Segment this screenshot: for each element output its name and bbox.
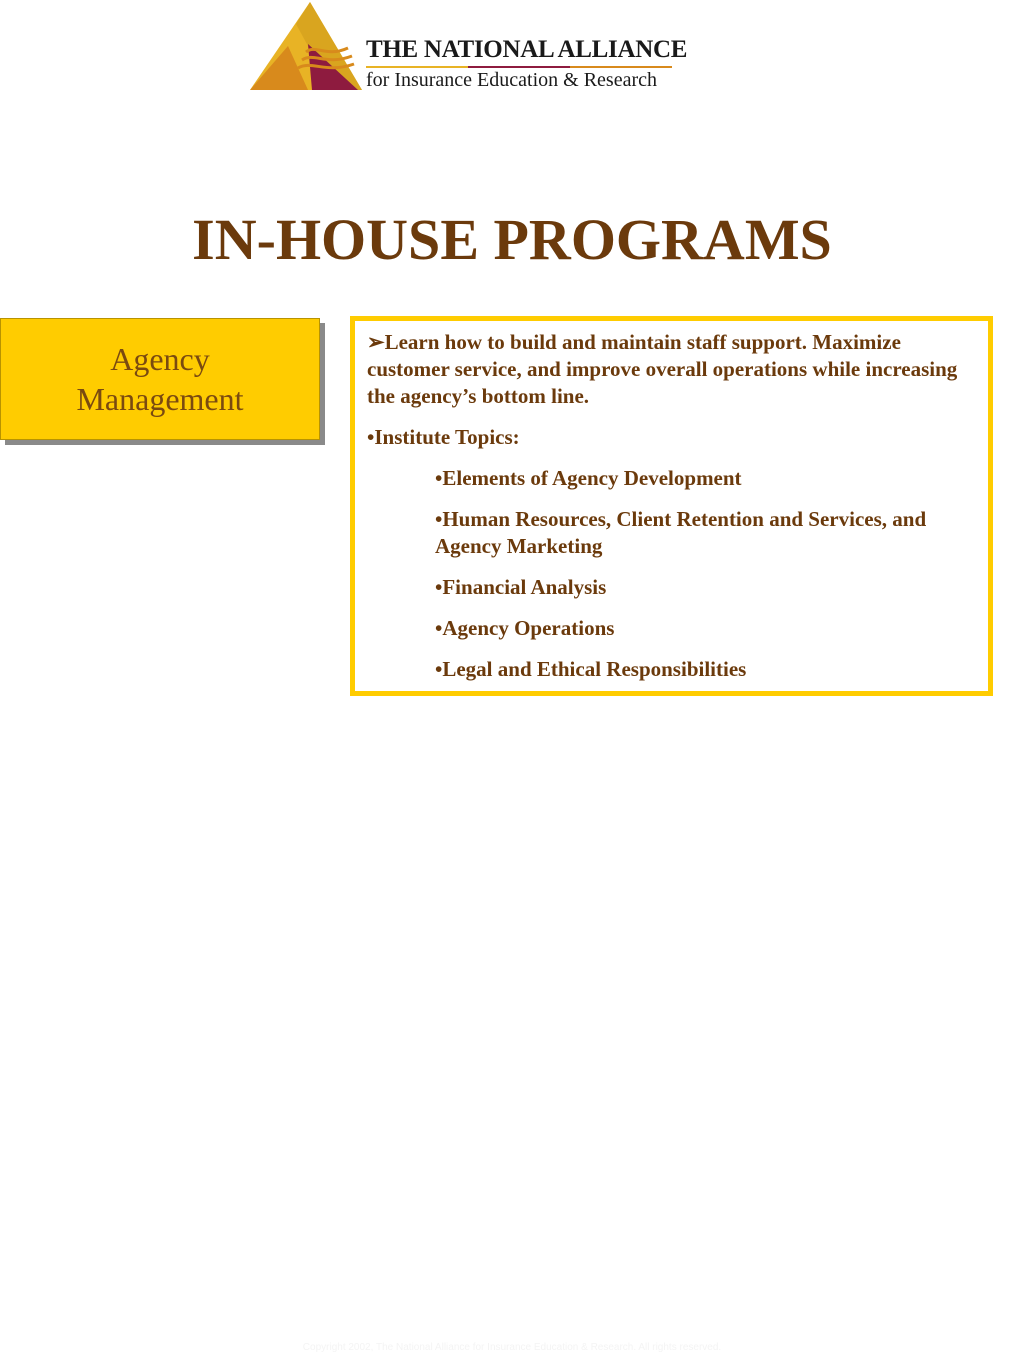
topic-item: •Financial Analysis xyxy=(435,575,607,599)
topic-item: •Legal and Ethical Responsibilities xyxy=(435,657,747,681)
topic-item: •Agency Operations xyxy=(435,616,615,640)
category-label-line1: Agency xyxy=(110,341,210,377)
logo-subtitle: for Insurance Education & Research xyxy=(366,69,657,91)
category-box xyxy=(0,318,320,440)
copyright-notice: Copyright 2002, The National Alliance for Insurance Education & Research. All rights reserved. xyxy=(302,1342,722,1353)
program-description-box xyxy=(350,316,993,696)
page-title: IN-HOUSE PROGRAMS xyxy=(192,207,832,272)
logo-title: THE NATIONAL ALLIANCE xyxy=(366,36,688,63)
category-label xyxy=(76,339,243,419)
intro-text: Learn how to build and maintain staff support. Maximize customer service, and improve overall operations while increasing the agency’s bottom line. xyxy=(367,330,958,408)
triangle-logo-icon xyxy=(248,0,364,96)
intro-paragraph xyxy=(367,329,976,410)
logo-rule xyxy=(366,66,672,68)
arrow-bullet-icon: ➢ xyxy=(367,330,385,354)
topic-item: •Elements of Agency Development xyxy=(435,466,742,490)
category-label-line2: Management xyxy=(76,381,244,417)
alliance-logo xyxy=(248,0,688,96)
topic-item: •Human Resources, Client Retention and Services, and Agency Marketing xyxy=(435,507,927,558)
topic-list xyxy=(367,465,976,683)
topics-heading: •Institute Topics: xyxy=(367,425,520,449)
